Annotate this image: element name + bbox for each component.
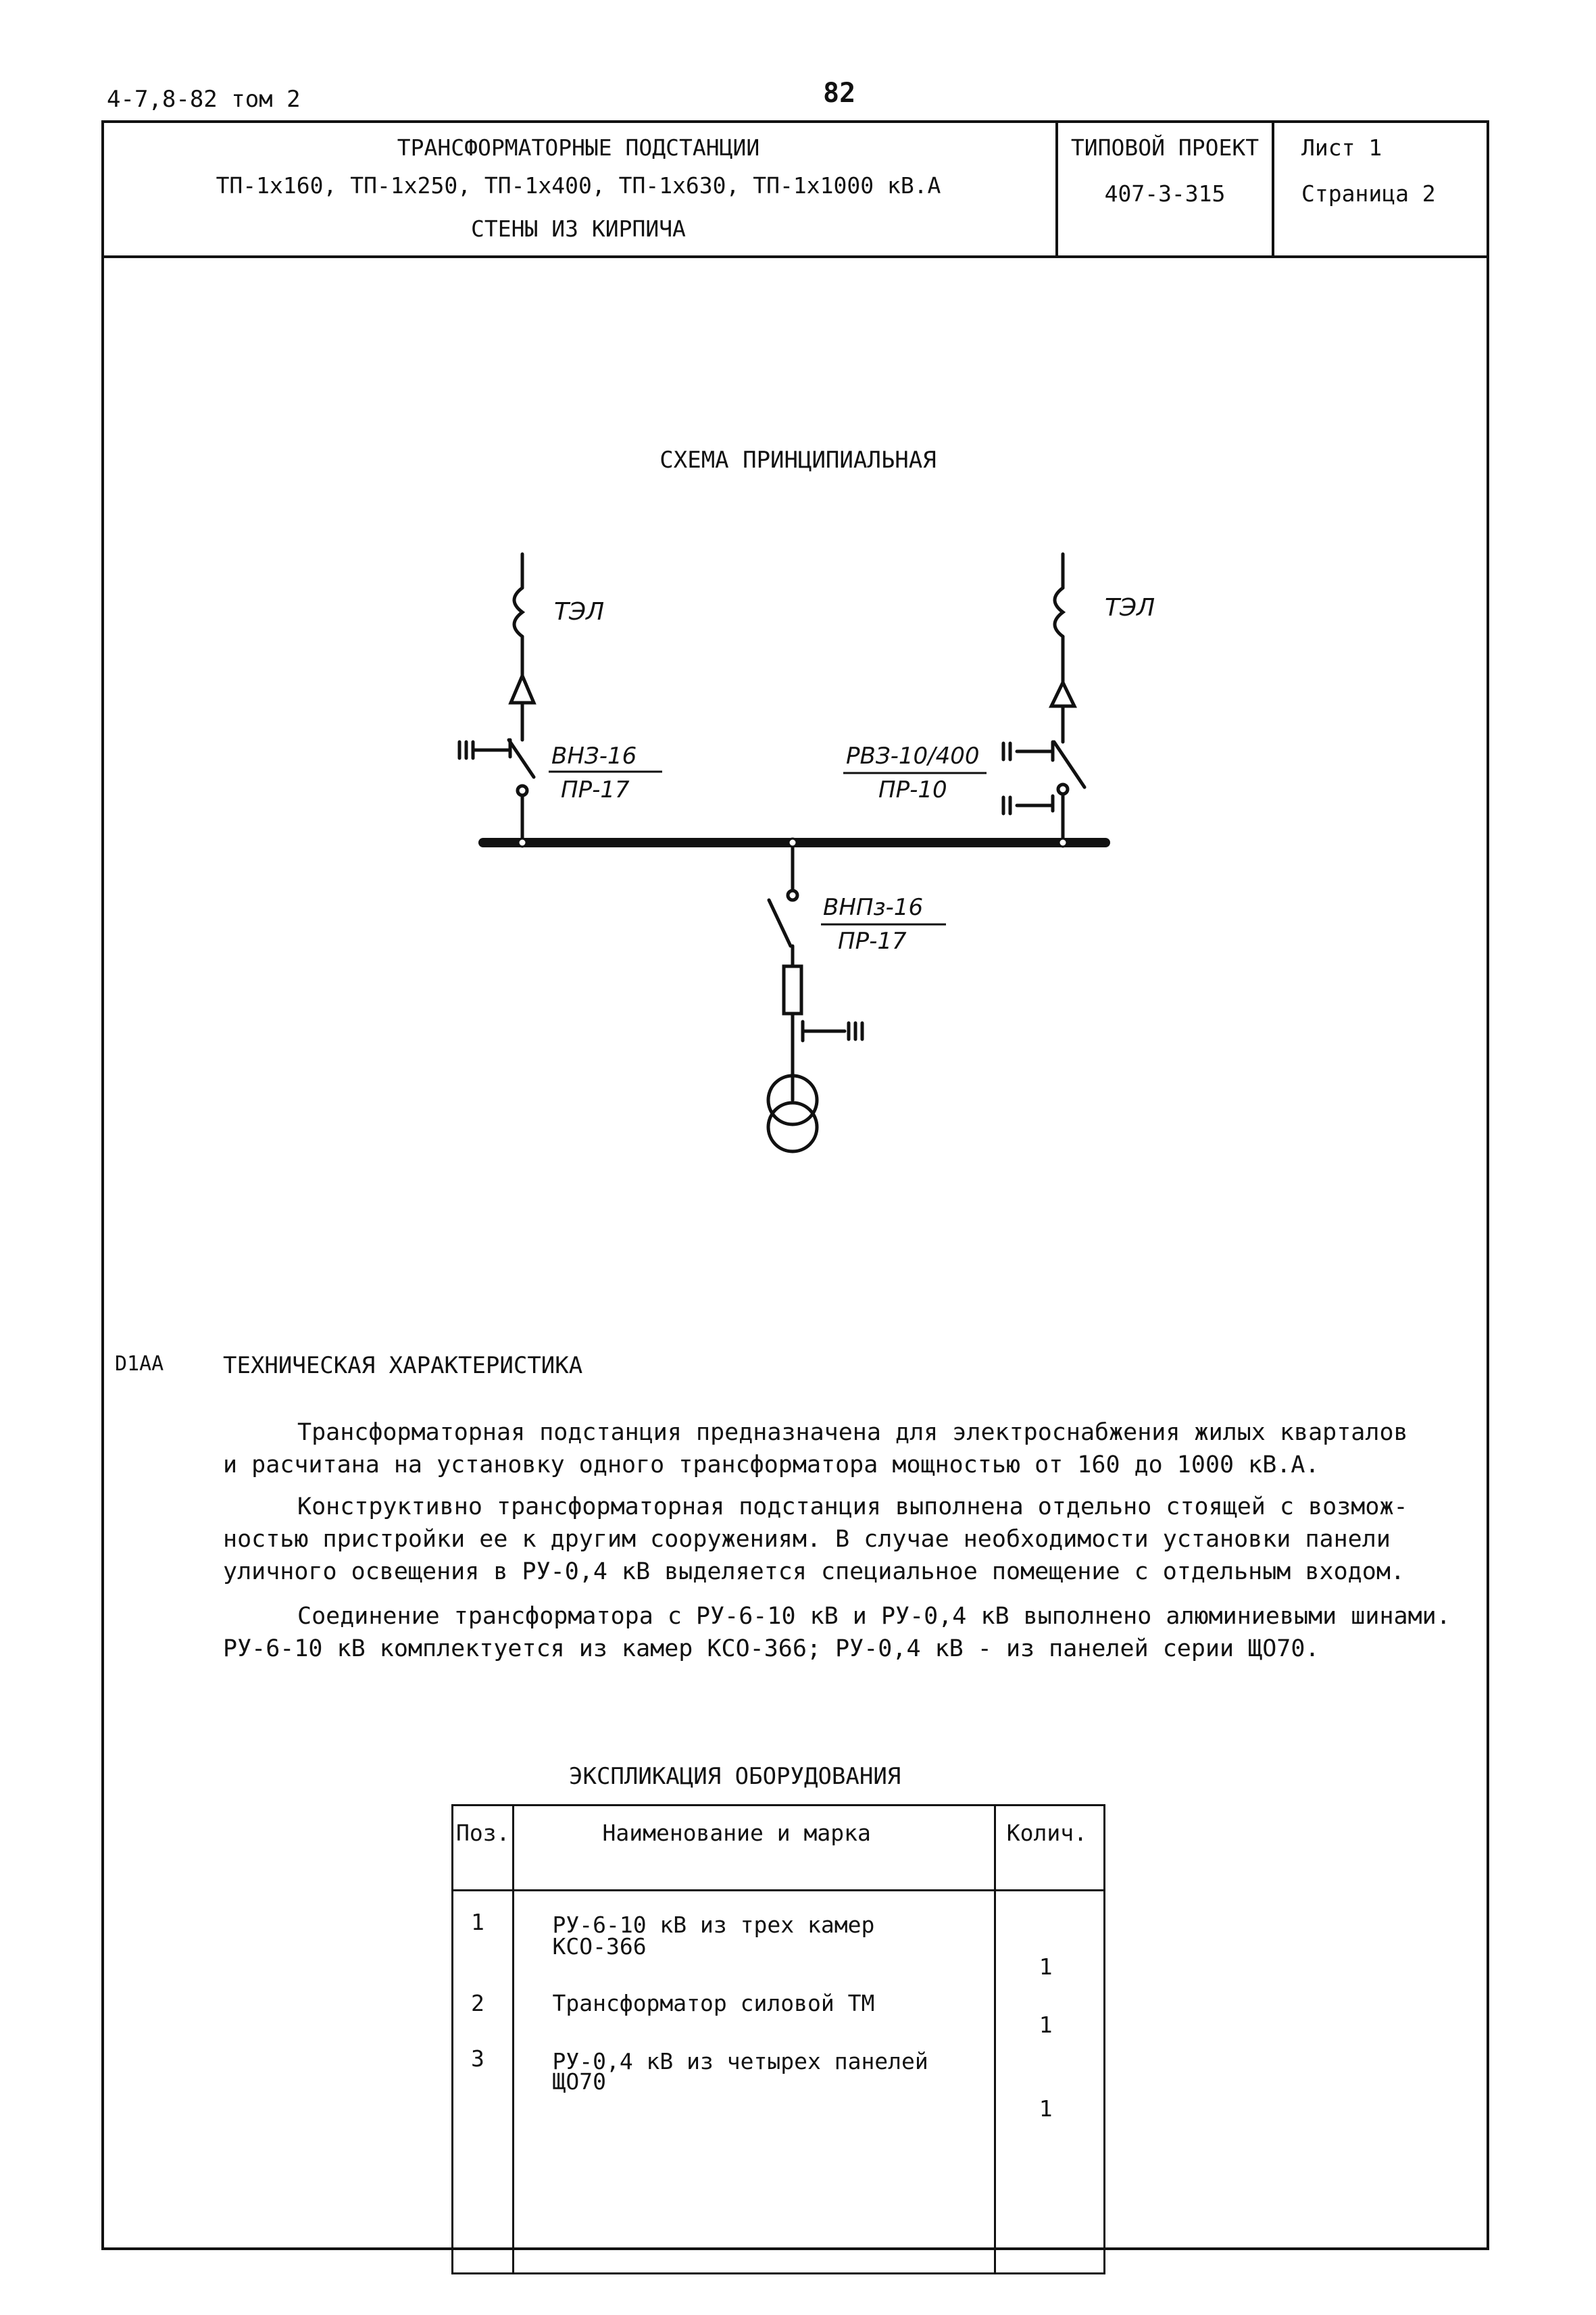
paragraph-1 (223, 1416, 1408, 1481)
right-fuse-label: ТЭЛ (1105, 594, 1155, 622)
left-fuse-label: ТЭЛ (554, 598, 605, 626)
transformer-fuse-type: ПР-17 (838, 928, 907, 955)
left-fuse-symbol (514, 588, 522, 637)
table-cell-qty: 1 (1039, 2095, 1053, 2122)
diagram-title: СХЕМА ПРИНЦИПИАЛЬНАЯ (659, 447, 937, 474)
paragraph-line: Трансформаторная подстанция предназначена для электроснабжения жилых кварталов (297, 1419, 1408, 1446)
table-header-row (453, 1806, 1105, 1891)
table-cell-pos: 1 (471, 1909, 484, 1935)
table-cell-name: Трансформатор силовой ТМ (552, 1990, 875, 2016)
paragraph-line: уличного освещения в РУ-0,4 кВ выделяется специальное помещение с отдельным входом. (223, 1558, 1405, 1585)
left-switch-blade (509, 740, 534, 777)
table-cell-name: КСО-366 (552, 1933, 647, 1960)
paragraph-line: Конструктивно трансформаторная подстанция выполнена отдельно стоящей с возмож- (297, 1493, 1408, 1520)
right-fuse-symbol (1055, 588, 1063, 637)
table-cell-name: ЩО70 (552, 2068, 606, 2095)
section-heading: ТЕХНИЧЕСКАЯ ХАРАКТЕРИСТИКА (223, 1352, 583, 1379)
project-label: ТИПОВОЙ ПРОЕКТ (1070, 134, 1260, 161)
right-fuse-type: ПР-10 (878, 776, 947, 803)
explication-title: ЭКСПЛИКАЦИЯ ОБОРУДОВАНИЯ (569, 1763, 901, 1790)
project-number: 407-3-315 (1104, 180, 1226, 207)
transformer-secondary-winding (768, 1103, 817, 1151)
paragraph-3 (223, 1600, 1451, 1665)
left-arrester-symbol (511, 676, 534, 703)
transformer-switch-contact (788, 891, 797, 900)
left-fuse-type: ПР-17 (561, 776, 630, 803)
table-cell-qty: 1 (1039, 1953, 1053, 1980)
right-switch-type: РВЗ-10/400 (846, 743, 980, 770)
col-header-name: Наименование и марка (602, 1820, 871, 1846)
sheet-number: Лист 1 (1301, 134, 1382, 161)
paragraph-line: РУ-6-10 кВ комплектуется из камер КСО-366; РУ-0,4 кВ - из панелей серии ЩО70. (223, 1635, 1320, 1662)
title-line-1: ТРАНСФОРМАТОРНЫЕ ПОДСТАНЦИИ (397, 134, 760, 161)
transformer-switch-blade (769, 900, 791, 946)
paragraph-line: и расчитана на установку одного трансформатора мощностью от 160 до 1000 кВ.А. (223, 1451, 1320, 1478)
section-code: D1AA (115, 1352, 164, 1376)
paragraph-line: Соединение трансформатора с РУ-6-10 кВ и РУ-0,4 кВ выполнено алюминиевыми шинами. (297, 1603, 1451, 1630)
table-cell-pos: 2 (471, 1990, 484, 2016)
paragraph-2 (223, 1491, 1408, 1588)
right-switch-blade (1054, 742, 1084, 787)
fuse-element (784, 966, 801, 1014)
paragraph-line: ностью пристройки ее к другим сооружениям. В случае необходимости установки панели (223, 1526, 1391, 1553)
col-header-pos: Поз. (456, 1820, 510, 1846)
document-reference: 4-7,8-82 том 2 (107, 86, 301, 113)
page-number: 82 (823, 78, 856, 109)
table-cell-qty: 1 (1039, 2012, 1053, 2038)
table-body (453, 1891, 1105, 2274)
table-cell-pos: 3 (471, 2045, 484, 2072)
page-label: Страница 2 (1301, 180, 1436, 207)
explication-table (451, 1804, 1105, 2274)
right-arrester-symbol (1051, 682, 1074, 706)
table-cell-name: РУ-0,4 кВ из четырех панелей (552, 2048, 928, 2074)
table-cell-name: РУ-6-10 кВ из трех камер (552, 1912, 875, 1938)
transformer-switch-type: ВНПз-16 (823, 894, 924, 921)
title-line-3: СТЕНЫ ИЗ КИРПИЧА (471, 216, 686, 242)
left-switch-type: ВНЗ-16 (551, 743, 637, 770)
title-line-2: ТП-1х160, ТП-1х250, ТП-1х400, ТП-1х630, ТП-1х1000 кВ.А (216, 172, 941, 199)
col-header-qty: Колич. (1006, 1820, 1087, 1846)
